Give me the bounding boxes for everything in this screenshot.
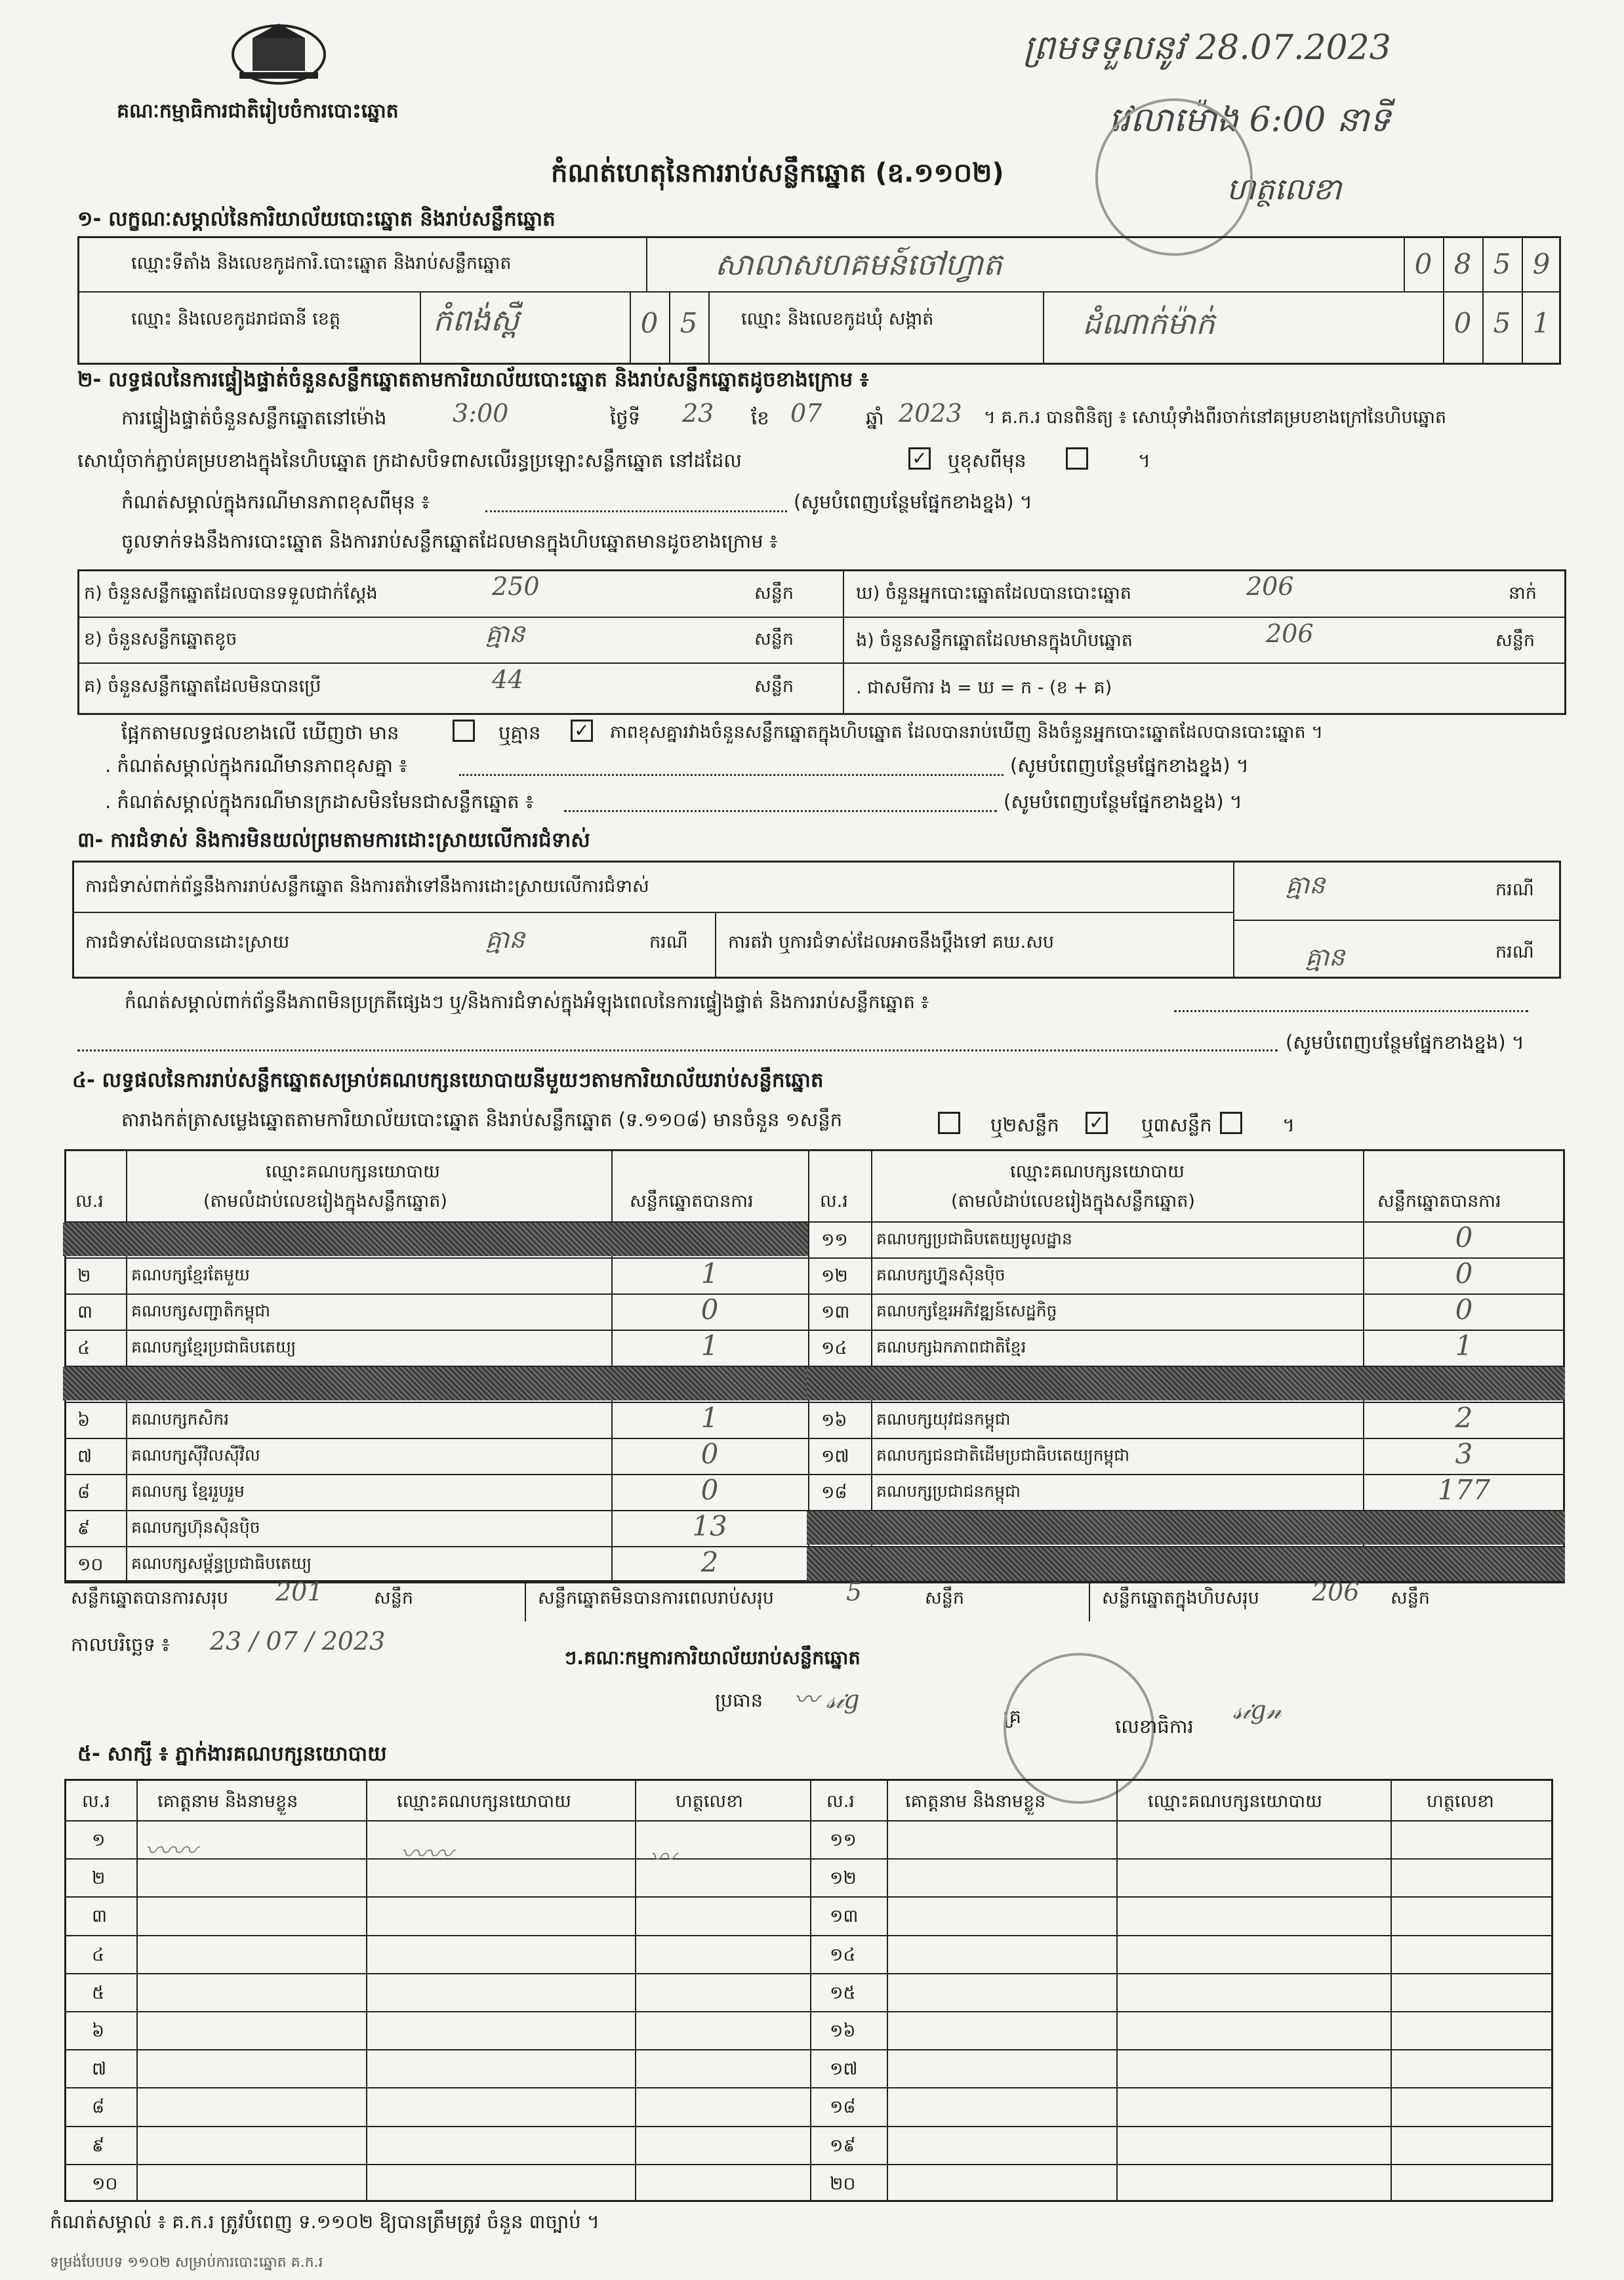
- unchanged-checkbox[interactable]: ✓: [908, 447, 931, 470]
- count-d-unit: នាក់: [1509, 583, 1537, 603]
- witness-row-no-left: ១០: [92, 2173, 118, 2194]
- results-col-party-left: ឈ្មោះគណបក្សនយោបាយ: [266, 1162, 440, 1182]
- witness-row-no-left: ១: [92, 1830, 106, 1850]
- witness-row-no-right: ១៥: [830, 1982, 856, 2003]
- date-value: 23 / 07 / 2023: [210, 1627, 386, 1656]
- count-a-value: 250: [492, 572, 540, 601]
- witness-row-no-right: ១២: [830, 1868, 857, 1889]
- witness-row-no-right: ១៧: [830, 2059, 858, 2080]
- verify-line-1b: ថ្ងៃទី: [610, 407, 641, 429]
- receipt-note: ព្រមទទួលនូវ 28.07.2023: [1023, 28, 1391, 68]
- station-code-3: 5: [1493, 248, 1511, 280]
- objection-note: កំណត់សម្គាល់ពាក់ព័ន្ធនឹងភាពមិនប្រក្រតីផ្សេងៗ ឬ/និងការជំទាស់ក្នុងអំឡុងពេលនៃការផ្ទៀងផ្ទាត់ និងការរាប់សន្លឹកឆ្នោត ៖: [125, 991, 929, 1013]
- nec-emblem-icon: [226, 18, 331, 91]
- witness-row-no-right: ១៦: [830, 2021, 856, 2041]
- results-row-no: ១២: [821, 1266, 848, 1286]
- commune-label: ឈ្មោះ និងលេខកូដឃុំ សង្កាត់: [741, 309, 934, 329]
- total-box-unit: សន្លឹក: [1391, 1588, 1430, 1608]
- results-row-no: ៤: [77, 1338, 91, 1358]
- station-label: ឈ្មោះទីតាំង និងលេខកូដការិ.បោះឆ្នោត និងរាប់សន្លឹកឆ្នោត: [131, 253, 512, 274]
- witness-col-no-right: ល.រ: [826, 1791, 855, 1812]
- verify-line-3: កំណត់សម្គាល់ក្នុងករណីមានភាពខុសពីមុន ៖: [121, 491, 430, 513]
- total-box-value: 206: [1312, 1578, 1360, 1606]
- witness-row-no-left: ៥: [92, 1982, 105, 2003]
- results-row-votes: 1: [700, 1402, 719, 1434]
- two-sheets-checkbox[interactable]: ✓: [1086, 1112, 1108, 1134]
- objection-row-2: ការជំទាស់ដែលបានដោះស្រាយ: [85, 932, 290, 952]
- verify-time: 3:00: [453, 399, 509, 428]
- witness-handwriting: 〰︎〰︎: [144, 1836, 197, 1866]
- total-box-label: សន្លឹកឆ្នោតក្នុងហិបសរុប: [1102, 1588, 1259, 1608]
- results-row-votes: 2: [700, 1546, 719, 1578]
- witness-row-divider: [64, 1973, 1553, 1974]
- station-code-4: 9: [1532, 248, 1551, 280]
- results-row: [63, 1367, 808, 1400]
- objection-row-2-value: គ្មាន: [485, 925, 525, 954]
- bottom-text: ទម្រង់បែបបទ ១១០២ សម្រាប់ការបោះឆ្នោត គ.ក.រ: [50, 2254, 323, 2271]
- verify-line-1c: ខែ: [751, 407, 769, 429]
- results-row-party: គណបក្សហ៊ុនស៊ិនប៉ិច: [131, 1518, 260, 1537]
- row-divider: [808, 1582, 1565, 1583]
- results-col-votes-left: សន្លឹកឆ្នោតបានការ: [630, 1191, 754, 1211]
- section-4-heading: ៤- លទ្ធផលនៃការរាប់សន្លឹកឆ្នោតសម្រាប់គណបក្សនយោបាយនីមួយៗតាមការិយាល័យរាប់សន្លឹកឆ្នោត: [72, 1069, 824, 1092]
- count-b-unit: សន្លឹក: [754, 629, 794, 649]
- commune-value: ដំណាក់ម៉ាក់: [1082, 306, 1215, 341]
- count-c-value: 44: [492, 665, 524, 694]
- results-row-no: ៣: [77, 1302, 93, 1322]
- objection-right-value-2: គ្មាន: [1305, 943, 1345, 971]
- ballot-counting-report: គណៈកម្មាធិការជាតិរៀបចំការបោះឆ្នោត ព្រមទទួលនូវ 28.07.2023 វេលាម៉ោង 6:00 នាទី ហត្ថលេខា កំណត់ហេតុនៃការរាប់សន្លឹកឆ្នោត (ឧ.១១០២) ១- លក្ខណៈសម្គាល់នៃការិយាល័យបោះឆ្នោត និងរាប់សន្លឹកឆ្នោត ឈ្មោះទីតាំង និងលេខកូដការិ.បោះឆ្នោត និងរាប់សន្លឹកឆ្នោត សាលាសហគមន៍ចៅហ្វាត 0 8 5 9 ឈ្មោះ និងលេខកូដរាជធានី ខេត្ត កំពង់ស្ពឺ 0 5 ឈ្មោះ និងលេខកូដឃុំ សង្កាត់ ដំណាក់ម៉ាក់ 0 5 1 ២- លទ្ធផលនៃការផ្ទៀងផ្ទាត់ចំនួនសន្លឹកឆ្នោតតាមការិយាល័យបោះឆ្នោត និងរាប់សន្លឹកឆ្នោតដូចខាងក្រោម ៖ ការផ្ទៀងផ្ទាត់ចំនួនសន្លឹកឆ្នោតនៅម៉ោង 3:00 ថ្ងៃទី 23 ខែ 07 ឆ្នាំ 2023 ។ គ.ក.រ បានពិនិត្យ ៖ សោឃុំទាំងពីរចាក់នៅគម្របខាងក្រៅនៃហិបឆ្នោត សោឃុំចាក់ភ្ជាប់គម្របខាងក្នុងនៃហិបឆ្នោត ក្រដាសបិទពាសលើរន្ធប្រឡោះសន្លឹកឆ្នោត នៅដដែល ✓ ឬខុសពីមុន ។ កំណត់សម្គាល់ក្នុងករណីមានភាពខុសពីមុន ៖ (សូមបំពេញបន្ថែមផ្នែកខាងខ្នង) ។ ចូលទាក់ទងនឹងការបោះឆ្នោត និងការរាប់សន្លឹកឆ្នោតដែលមានក្នុងហិបឆ្នោតមានដូចខាងក្រោម ៖ ក) ចំនួនសន្លឹកឆ្នោតដែលបានទទួលជាក់ស្តែង 250 សន្លឹក ខ) ចំនួនសន្លឹកឆ្នោតខូច គ្មាន សន្លឹក គ) ចំនួនសន្លឹកឆ្នោតដែលមិនបានប្រើ 44 សន្លឹក ឃ) ចំនួនអ្នកបោះឆ្នោតដែលបានបោះឆ្នោត 206 នាក់ ង) ចំនួនសន្លឹកឆ្នោតដែលមានក្នុងហិបឆ្នោត 206 សន្លឹក . ជាសមីការ ង = ឃ = ក - (ខ + គ) ផ្អែកតាមលទ្ធផលខាងលើ ឃើញថា មាន ឬគ្មាន ✓ ភាពខុសគ្នារវាងចំនួនសន្លឹកឆ្នោតក្នុងហិបឆ្នោត ដែលបានរាប់ឃើញ និងចំនួនអ្នកបោះឆ្នោតដែលបានបោះឆ្នោត ។ . កំណត់សម្គាល់ក្នុងករណីមានភាពខុសគ្នា ៖ (សូមបំពេញបន្ថែមផ្នែកខាងខ្នង) ។ . កំណត់សម្គាល់ក្នុងករណីមានក្រដាសមិនមែនជាសន្លឹកឆ្នោត ៖ (សូមបំពេញបន្ថែមផ្នែកខាងខ្នង) ។ ៣- ការជំទាស់ និងការមិនយល់ព្រមតាមការដោះស្រាយលើការជំទាស់ ការជំទាស់ពាក់ព័ន្ធនឹងការរាប់សន្លឹកឆ្នោត និងការតវ៉ាទៅនឹងការដោះស្រាយលើការជំទាស់ ការជំទាស់ដែលបានដោះស្រាយ គ្មាន ករណី ការតវ៉ា ឬការជំទាស់ដែលអាចនឹងប្តឹងទៅ គឃ.សប គ្មាន ករណី គ្មាន ករណី កំណត់សម្គាល់ពាក់ព័ន្ធនឹងភាពមិនប្រក្រតីផ្សេងៗ ឬ/និងការជំទាស់ក្នុងអំឡុងពេលនៃការផ្ទៀងផ្ទាត់ និងការរាប់សន្លឹកឆ្នោត ៖ (សូមបំពេញបន្ថែមផ្នែកខាងខ្នង) ។ ៤- លទ្ធផលនៃការរាប់សន្លឹកឆ្នោតសម្រាប់គណបក្សនយោបាយនីមួយៗតាមការិយាល័យរាប់សន្លឹកឆ្នោត តារាងកត់ត្រាសម្លេងឆ្នោតតាមការិយាល័យបោះឆ្នោត និងរាប់សន្លឹកឆ្នោត (ទ.១១០៨) មានចំនួន ១សន្លឹក ឬ២សន្លឹក ✓ ឬ៣សន្លឹក ។ ល.រ ឈ្មោះគណបក្សនយោបាយ (តាមលំដាប់លេខរៀងក្នុងសន្លឹកឆ្នោត) សន្លឹកឆ្នោតបានការ ល.រ ឈ្មោះគណបក្សនយោបាយ (តាមលំដាប់លេខរៀងក្នុងសន្លឹកឆ្នោត) សន្លឹកឆ្នោតបានការ ២ គណបក្សខ្មែរតែមួយ 1 ៣ គណបក្សសញ្ជាតិកម្ពុជា 0 ៤ គណបក្សខ្មែរប្រជាធិបតេយ្យ 1 ៦ គណបក្សកសិករ 1 ៧ គណបក្សស៊ីវិលសុីវិល 0 ៨ គណបក្ស ខ្មែររួបរួម 0 ៩ គណបក្សហ៊ុនស៊ិនប៉ិច 13 ១០ គណបក្សសម្ព័ន្ធប្រជាធិបតេយ្យ 2 ១១ គណបក្សប្រជាធិបតេយ្យមូលដ្ឋាន 0 ១២ គណបក្សហ្វ៊ុនស៊ិនប៉ិច 0 ១៣ គណបក្សខ្មែរអភិវឌ្ឍន៍សេដ្ឋកិច្ច 0 ១៤ គណបក្សឯកភាពជាតិខ្មែរ 1 ១៦ គណបក្សយុវជនកម្ពុជា 2 ១៧ គណបក្សជនជាតិដើមប្រជាធិបតេយ្យកម្ពុជា 3 ១៨ គណបក្សប្រជាជនកម្ពុជា 177 សន្លឹកឆ្នោតបានការសរុប 201 សន្លឹក សន្លឹកឆ្នោតមិនបានការពេលរាប់សរុប 5 សន្លឹក សន្លឹកឆ្នោតក្នុងហិបសរុប 206 សន្លឹក កាលបរិច្ឆេទ ៖ 23 / 07 / 2023 ៗ.គណៈកម្មការការិយាល័យរាប់សន្លឹកឆ្នោត ប្រធាន 〰︎ 𝓈𝒾𝑔 គ្រ លេខាធិការ 𝓈𝒾𝑔𝓃 ៥- សាក្សី ៖ ភ្នាក់ងារគណបក្សនយោបាយ ល.រ គោត្តនាម និងនាមខ្លួន ឈ្មោះគណបក្សនយោបាយ ហត្ថលេខា ល.រ គោត្តនាម និងនាមខ្លួន ឈ្មោះគណបក្សនយោបាយ ហត្ថលេខា ១ ១១ ២ ១២ ៣ ១៣ ៤ ១៤ ៥ ១៥ ៦ ១៦ ៧ ១៧ ៨ ១៨ ៩ ១៩ ១០ ២០ 〰︎〰︎ 〰︎〰︎ 〰︎ កំណត់សម្គាល់ ៖ គ.ក.រ ត្រូវបំពេញ ទ.១១០២ ឱ្យបានត្រឹមត្រូវ ចំនួន ៣ច្បាប់ ។ ទម្រង់បែបបទ ១១០២ សម្រាប់ការបោះឆ្នោត គ.ក.រ: [0, 0, 1624, 2280]
- three-sheets-label: ឬ៣សន្លឹក: [1141, 1114, 1212, 1136]
- results-col-party-sub-right: (តាមលំដាប់លេខរៀងក្នុងសន្លឹកឆ្នោត): [951, 1191, 1195, 1211]
- objection-row-2-unit: ករណី: [649, 932, 688, 952]
- witness-col-sign-left: ហត្ថលេខា: [676, 1791, 743, 1812]
- tally-intro: តារាងកត់ត្រាសម្លេងឆ្នោតតាមការិយាល័យបោះឆ្នោត និងរាប់សន្លឹកឆ្នោត (ទ.១១០៨) មានចំនួន ១សន្លឹក: [121, 1109, 843, 1131]
- diff-note-2-fill: (សូមបំពេញបន្ថែមផ្នែកខាងខ្នង) ។: [1004, 790, 1242, 813]
- witness-row-divider: [64, 2087, 1553, 2088]
- results-row-no: ១៨: [821, 1482, 847, 1503]
- witness-row-no-left: ៤: [92, 1944, 105, 1965]
- chair-label: ប្រធាន: [715, 1689, 763, 1711]
- verify-line-2-or: ឬខុសពីមុន: [948, 449, 1026, 472]
- witness-row-no-right: ១៤: [830, 1944, 856, 1965]
- results-row-party: គណបក្សប្រជាជនកម្ពុជា: [876, 1482, 1021, 1501]
- verify-month: 07: [790, 399, 822, 428]
- witness-row-no-right: ១៩: [830, 2135, 856, 2156]
- province-value: កំពង់ស្ពឺ: [433, 302, 519, 338]
- witness-col-no-left: ល.រ: [82, 1791, 110, 1812]
- verify-line-4: ចូលទាក់ទងនឹងការបោះឆ្នោត និងការរាប់សន្លឹកឆ្នោតដែលមានក្នុងហិបឆ្នោតមានដូចខាងក្រោម ៖: [121, 530, 778, 552]
- witness-row-divider: [64, 1935, 1553, 1936]
- results-row-party: គណបក្សស៊ីវិលសុីវិល: [131, 1446, 260, 1465]
- total-invalid-unit: សន្លឹក: [925, 1588, 964, 1608]
- results-row-party: គណបក្សសម្ព័ន្ធប្រជាធិបតេយ្យ: [131, 1554, 312, 1573]
- date-label: កាលបរិច្ឆេទ ៖: [71, 1633, 170, 1656]
- results-col-votes-right: សន្លឹកឆ្នោតបានការ: [1377, 1191, 1501, 1211]
- diff-line-b: ឬគ្មាន: [498, 722, 541, 744]
- results-row-party: គណបក្សហ្វ៊ុនស៊ិនប៉ិច: [876, 1265, 1005, 1284]
- results-row-no: ៦: [77, 1410, 91, 1431]
- count-e-label: ង) ចំនួនសន្លឹកឆ្នោតដែលមានក្នុងហិបឆ្នោត: [856, 630, 1133, 651]
- results-row-no: ៨: [77, 1482, 91, 1503]
- section-2-heading: ២- លទ្ធផលនៃការផ្ទៀងផ្ទាត់ចំនួនសន្លឹកឆ្នោតតាមការិយាល័យបោះឆ្នោត និងរាប់សន្លឹកឆ្នោតដូចខាងក្រោម ៖: [77, 368, 869, 392]
- chair-signature: 〰︎ 𝓈𝒾𝑔: [794, 1685, 860, 1714]
- section-3-heading: ៣- ការជំទាស់ និងការមិនយល់ព្រមតាមការដោះស្រាយលើការជំទាស់: [77, 828, 590, 852]
- results-col-no-left: ល.រ: [75, 1191, 104, 1211]
- secretary-label: លេខាធិការ: [1115, 1715, 1194, 1738]
- results-row-no: ៧: [77, 1446, 92, 1467]
- results-col-party-sub-left: (តាមលំដាប់លេខរៀងក្នុងសន្លឹកឆ្នោត): [203, 1191, 447, 1211]
- total-invalid-label: សន្លឹកឆ្នោតមិនបានការពេលរាប់សរុប: [538, 1588, 774, 1608]
- diff-line-c: ភាពខុសគ្នារវាងចំនួនសន្លឹកឆ្នោតក្នុងហិបឆ្នោត ដែលបានរាប់ឃើញ និងចំនួនអ្នកបោះឆ្នោតដែលបានបោះឆ្នោត ។: [610, 722, 1324, 743]
- witness-col-name-right: គោត្តនាម និងនាមខ្លួន: [905, 1791, 1046, 1812]
- witness-col-party-right: ឈ្មោះគណបក្សនយោបាយ: [1148, 1791, 1322, 1812]
- witness-row-no-right: ២០: [830, 2173, 856, 2194]
- results-row-votes: 3: [1455, 1438, 1473, 1470]
- witness-row-divider: [64, 2164, 1553, 2165]
- witness-row-no-left: ៩: [92, 2135, 105, 2156]
- objection-right-value-1: គ្មាន: [1286, 870, 1326, 899]
- witness-row-no-right: ១១: [830, 1830, 857, 1850]
- total-valid-label: សន្លឹកឆ្នោតបានការសរុប: [71, 1588, 228, 1608]
- results-row-votes: 0: [1455, 1293, 1473, 1326]
- witness-row-divider: [64, 2049, 1553, 2050]
- results-row-party: គណបក្សឯកភាពជាតិខ្មែរ: [876, 1337, 1026, 1356]
- results-row-votes: 177: [1437, 1474, 1491, 1506]
- results-row-party: គណបក្សជនជាតិដើមប្រជាធិបតេយ្យកម្ពុជា: [876, 1446, 1130, 1465]
- witness-col-name-left: គោត្តនាម និងនាមខ្លួន: [157, 1791, 298, 1812]
- results-row: [63, 1223, 808, 1256]
- witness-row-no-left: ៧: [92, 2059, 107, 2080]
- results-row-no: ២: [77, 1266, 91, 1286]
- witness-party-handwriting: 〰︎〰︎: [400, 1839, 453, 1869]
- results-row-party: គណបក្សខ្មែរតែមួយ: [131, 1265, 250, 1284]
- results-row-votes: 1: [1455, 1330, 1473, 1362]
- objection-right-unit-1: ករណី: [1495, 880, 1534, 900]
- results-row-no: ១៦: [821, 1410, 847, 1431]
- verify-day: 23: [682, 399, 714, 428]
- results-row-votes: 0: [1455, 1221, 1473, 1253]
- footer-note: កំណត់សម្គាល់ ៖ គ.ក.រ ត្រូវបំពេញ ទ.១១០២ ឱ្យបានត្រឹមត្រូវ ចំនួន ៣ច្បាប់ ។: [50, 2210, 600, 2233]
- objection-note-fill: (សូមបំពេញបន្ថែមផ្នែកខាងខ្នង) ។: [1286, 1031, 1524, 1053]
- province-label: ឈ្មោះ និងលេខកូដរាជធានី ខេត្ត: [131, 309, 341, 329]
- count-a-unit: សន្លឹក: [754, 583, 794, 603]
- results-row-party: គណបក្សសញ្ជាតិកម្ពុជា: [131, 1301, 271, 1320]
- row-divider: [64, 1582, 808, 1583]
- diff-note-1: . កំណត់សម្គាល់ក្នុងករណីមានភាពខុសគ្នា ៖: [105, 754, 407, 777]
- witness-col-sign-right: ហត្ថលេខា: [1427, 1791, 1494, 1812]
- results-row-votes: 1: [700, 1330, 719, 1362]
- witness-row-divider: [64, 1896, 1553, 1898]
- witness-row-no-left: ២: [92, 1868, 106, 1889]
- results-row-no: ៩: [77, 1518, 91, 1539]
- witness-row-no-right: ១៨: [830, 2097, 856, 2118]
- results-row-party: គណបក្សប្រជាធិបតេយ្យមូលដ្ឋាន: [876, 1229, 1072, 1248]
- station-value: សាលាសហគមន៍ចៅហ្វាត: [715, 247, 1002, 282]
- diff-line-a: ផ្អែកតាមលទ្ធផលខាងលើ ឃើញថា មាន: [121, 722, 399, 744]
- objection-right-unit-2: ករណី: [1495, 942, 1534, 962]
- results-row-no: ១០: [77, 1555, 104, 1575]
- count-d-label: ឃ) ចំនួនអ្នកបោះឆ្នោតដែលបានបោះឆ្នោត: [856, 583, 1131, 603]
- count-a-label: ក) ចំនួនសន្លឹកឆ្នោតដែលបានទទួលជាក់ស្តែង: [84, 583, 378, 603]
- verify-line-3-note: (សូមបំពេញបន្ថែមផ្នែកខាងខ្នង) ។: [794, 491, 1032, 513]
- witness-row-no-left: ៣: [92, 1906, 108, 1927]
- witness-row-divider: [64, 2126, 1553, 2127]
- changed-checkbox[interactable]: [1066, 447, 1088, 470]
- count-b-value: គ្មាន: [485, 619, 525, 648]
- results-row: [807, 1511, 1565, 1545]
- total-invalid-value: 5: [846, 1578, 863, 1606]
- results-col-no-right: ល.រ: [820, 1191, 848, 1211]
- verify-line-2: សោឃុំចាក់ភ្ជាប់គម្របខាងក្នុងនៃហិបឆ្នោត ក្រដាសបិទពាសលើរន្ធប្រឡោះសន្លឹកឆ្នោត នៅដដែល: [77, 449, 742, 472]
- count-e-value: 206: [1266, 619, 1314, 648]
- results-row-no: ១៣: [821, 1302, 850, 1322]
- receipt-time: វេលាម៉ោង 6:00 នាទី: [1108, 100, 1391, 140]
- witness-row-no-right: ១៣: [830, 1906, 859, 1927]
- form-title: កំណត់ហេតុនៃការរាប់សន្លឹកឆ្នោត (ឧ.១១០២): [551, 158, 1004, 188]
- station-code-2: 8: [1453, 248, 1472, 280]
- results-row-party: គណបក្សខ្មែរអភិវឌ្ឍន៍សេដ្ឋកិច្ច: [876, 1301, 1057, 1320]
- results-row-votes: 0: [1455, 1257, 1473, 1290]
- results-row: [807, 1367, 1565, 1400]
- witness-row-divider: [64, 1858, 1553, 1860]
- secretary-signature: 𝓈𝒾𝑔𝓃: [1233, 1696, 1282, 1724]
- results-row: [807, 1547, 1565, 1581]
- results-row-votes: 0: [700, 1474, 719, 1506]
- results-col-party-right: ឈ្មោះគណបក្សនយោបាយ: [1010, 1162, 1185, 1182]
- section-5-heading: ៥- សាក្សី ៖ ភ្នាក់ងារគណបក្សនយោបាយ: [77, 1742, 387, 1766]
- count-c-unit: សន្លឹក: [754, 676, 794, 697]
- results-row-no: ១១: [821, 1230, 848, 1250]
- diff-yes-checkbox[interactable]: [453, 720, 475, 742]
- count-e-unit: សន្លឹក: [1495, 630, 1535, 651]
- receipt-signature: ហត្ថលេខា: [1227, 171, 1342, 207]
- witness-sign-handwriting: 〰︎: [649, 1842, 676, 1873]
- results-row-party: គណបក្សខ្មែរប្រជាធិបតេយ្យ: [131, 1337, 296, 1356]
- witness-table: [64, 1779, 1553, 2202]
- count-d-value: 206: [1246, 572, 1294, 601]
- station-code-1: 0: [1414, 248, 1432, 280]
- witness-col-party-left: ឈ្មោះគណបក្សនយោបាយ: [397, 1791, 571, 1812]
- verify-year: 2023: [899, 399, 962, 428]
- diff-no-checkbox[interactable]: ✓: [571, 720, 593, 742]
- results-row-votes: 2: [1455, 1402, 1473, 1434]
- one-sheet-checkbox[interactable]: [938, 1112, 960, 1134]
- count-c-label: គ) ចំនួនសន្លឹកឆ្នោតដែលមិនបានប្រើ: [84, 676, 321, 697]
- witness-row-no-left: ៦: [92, 2021, 105, 2041]
- three-sheets-checkbox[interactable]: [1220, 1112, 1242, 1134]
- verify-line-1a: ការផ្ទៀងផ្ទាត់ចំនួនសន្លឹកឆ្នោតនៅម៉ោង: [121, 407, 387, 429]
- total-valid-value: 201: [275, 1578, 323, 1606]
- witness-row-no-left: ៨: [92, 2097, 105, 2118]
- province-code-1: 0: [640, 307, 659, 339]
- counting-committee: ៗ.គណៈកម្មការការិយាល័យរាប់សន្លឹកឆ្នោត: [564, 1646, 861, 1669]
- member-label: គ្រ: [1004, 1705, 1022, 1728]
- results-row-votes: 0: [700, 1293, 719, 1326]
- two-sheets-label: ឬ២សន្លឹក: [990, 1114, 1059, 1136]
- province-code-2: 5: [680, 307, 698, 339]
- objection-row-1: ការជំទាស់ពាក់ព័ន្ធនឹងការរាប់សន្លឹកឆ្នោត និងការតវ៉ាទៅនឹងការដោះស្រាយលើការជំទាស់: [85, 876, 649, 897]
- witness-row-divider: [64, 2011, 1553, 2012]
- results-row-party: គណបក្សយុវជនកម្ពុជា: [876, 1410, 1011, 1429]
- diff-note-1-fill: (សូមបំពេញបន្ថែមផ្នែកខាងខ្នង) ។: [1010, 754, 1249, 777]
- commune-code-2: 5: [1493, 307, 1511, 339]
- verify-line-1d: ឆ្នាំ: [866, 407, 884, 429]
- count-formula: . ជាសមីការ ង = ឃ = ក - (ខ + គ): [856, 678, 1112, 698]
- objection-row-3: ការតវ៉ា ឬការជំទាស់ដែលអាចនឹងប្តឹងទៅ គឃ.សប: [728, 932, 1055, 952]
- results-row-party: គណបក្សកសិករ: [131, 1410, 230, 1429]
- committee-name: គណៈកម្មាធិការជាតិរៀបចំការបោះឆ្នោត: [117, 100, 399, 123]
- results-row-votes: 13: [692, 1510, 727, 1542]
- results-row-party: គណបក្ស ខ្មែររួបរួម: [131, 1482, 245, 1501]
- results-row-no: ១៤: [821, 1338, 847, 1358]
- total-valid-unit: សន្លឹក: [374, 1588, 413, 1608]
- verify-line-1e: ។ គ.ក.រ បានពិនិត្យ ៖ សោឃុំទាំងពីរចាក់នៅគម្របខាងក្រៅនៃហិបឆ្នោត: [984, 407, 1447, 428]
- diff-note-2: . កំណត់សម្គាល់ក្នុងករណីមានក្រដាសមិនមែនជាសន្លឹកឆ្នោត ៖: [105, 790, 534, 813]
- count-b-label: ខ) ចំនួនសន្លឹកឆ្នោតខូច: [84, 629, 237, 649]
- results-row-votes: 1: [700, 1257, 719, 1290]
- results-row-no: ១៧: [821, 1446, 849, 1467]
- official-seal-stamp: [1095, 98, 1253, 256]
- commune-code-1: 0: [1453, 307, 1472, 339]
- results-row-votes: 0: [700, 1438, 719, 1470]
- section-1-heading: ១- លក្ខណៈសម្គាល់នៃការិយាល័យបោះឆ្នោត និងរាប់សន្លឹកឆ្នោត: [77, 207, 556, 231]
- commune-code-3: 1: [1532, 307, 1551, 339]
